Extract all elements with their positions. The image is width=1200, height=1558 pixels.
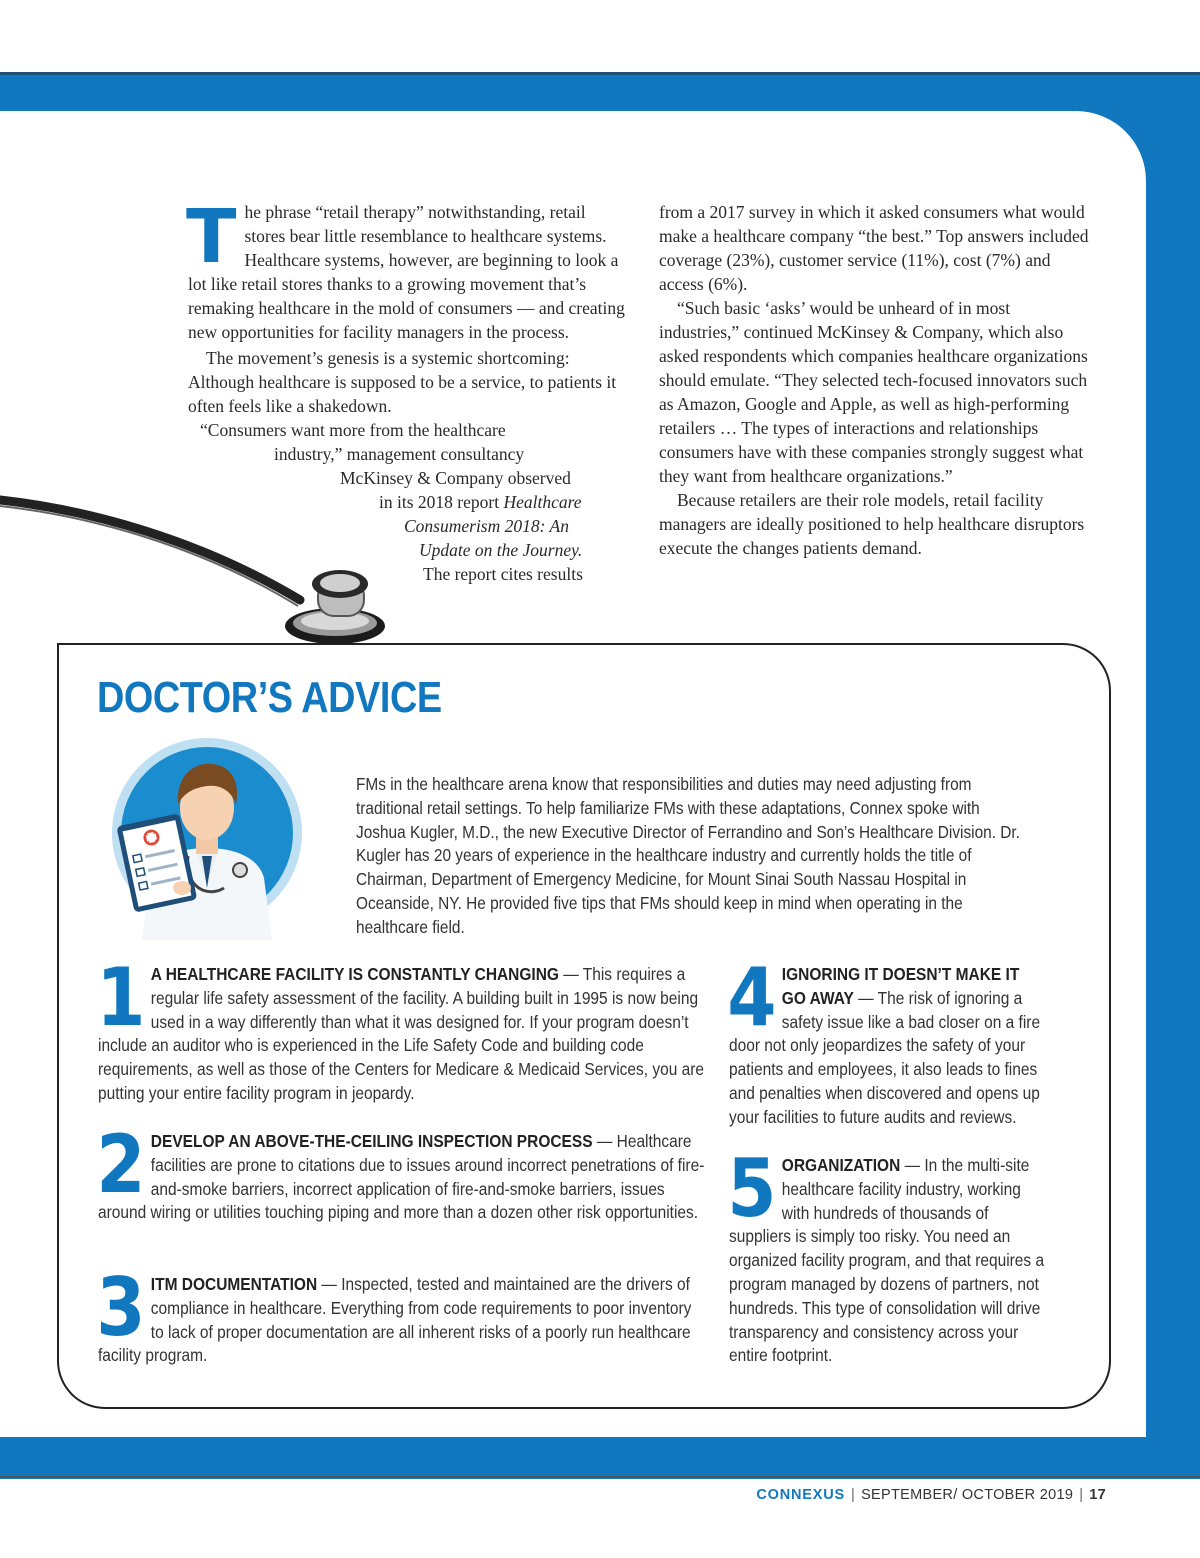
tip-1 (96, 951, 707, 1106)
tip-body: — In the multi-site healthcare facility industry, working with hundreds of thousands of suppliers is simply too risky. You need an organized facility program, and that requires a program managed by dozens of partners, not hundreds. This type of consolidation will drive transparency and consistency across your entire footprint. (729, 1155, 1045, 1366)
stethoscope-illustration (0, 480, 430, 660)
p3-line-4-text: in its 2018 report (379, 492, 504, 512)
tip-3 (96, 1261, 707, 1368)
tip-5 (727, 1142, 1048, 1368)
tip-2 (96, 1118, 707, 1225)
tip-body: — Healthcare facilities are prone to citations due to issues around incorrect penetrations of fire-and-smoke barriers, incorrect application of fire-and-smoke barriers, issues around wiring or utilities touching piping and more than a dozen other risk opportunities. (98, 1131, 705, 1223)
tip-body: — This requires a regular life safety assessment of the facility. A building built in 1995 is now being used in a way differently than what it was designed for. If your program doesn’t include an auditor who is experienced in the Life Safety Code and building code requirements, as well as those of the Centers for Medicare & Medicaid Services, you are putting your entire facility program in jeopardy. (98, 964, 705, 1103)
advice-title: DOCTOR’S ADVICE (97, 673, 442, 722)
drop-cap: T (186, 194, 237, 280)
footer-issue: SEPTEMBER/ OCTOBER 2019 (861, 1487, 1074, 1503)
page-number: 17 (1089, 1487, 1106, 1503)
article-column-2 (659, 200, 1089, 560)
tip-body: — Inspected, tested and maintained are the drivers of compliance in healthcare. Everything from code requirements to poor inventory to lack of proper documentation are all inherent risks of a poorly run healthcare facility program. (98, 1274, 692, 1366)
tip-heading: A HEALTHCARE FACILITY IS CONSTANTLY CHANGING (150, 964, 559, 984)
p3-line-6: Update on the Journey. (419, 540, 583, 560)
column-2-paragraph-3: Because retailers are their role models, retail facility managers are ideally positioned to help healthcare disruptors execute the changes patients demand. (659, 490, 1085, 558)
bottom-rule (0, 1476, 1200, 1478)
tip-heading: DEVELOP AN ABOVE-THE-CEILING INSPECTION PROCESS (150, 1131, 593, 1151)
footer-brand: CONNEXUS (756, 1487, 845, 1503)
doctor-illustration (112, 738, 302, 940)
p3-line-7: The report cites results (423, 564, 583, 584)
tip-body: — The risk of ignoring a safety issue like a bad closer on a fire door not only jeopardizes the safety of your patients and employees, it also leads to fines and penalties when discovered and opens up your facilities to future audits and reviews. (729, 987, 1041, 1127)
tip-heading: ITM DOCUMENTATION (150, 1274, 318, 1294)
tip-4 (727, 951, 1048, 1130)
footer-separator: | (1079, 1487, 1084, 1503)
p3-line-5: Consumerism 2018: An (404, 516, 569, 536)
p3-line-2: industry,” management consultancy (274, 444, 525, 464)
column-2-paragraph-1: from a 2017 survey in which it asked consumers what would make a healthcare company “the best.” Top answers included coverage (23%), customer service (11%), cost (7%) and access (6%). (659, 202, 1089, 294)
paragraph-1-text: he phrase “retail therapy” notwithstanding, retail stores bear little resemblance to healthcare systems. Healthcare systems, however, are beginning to look a lot like retail stores thanks to a growing movement that’s remaking healthcare in the mold of consumers — and creating new opportunities for facility managers in the process. (188, 202, 625, 342)
article-paragraph-2: The movement’s genesis is a systemic shortcoming: Although healthcare is supposed to be a service, to patients it often feels like a shakedown. (188, 348, 617, 416)
tip-number: 4 (727, 951, 777, 1044)
tip-number: 5 (727, 1142, 777, 1235)
tip-number: 1 (96, 951, 146, 1044)
tip-number: 2 (96, 1118, 146, 1211)
article-paragraph-1 (186, 194, 626, 344)
p3-line-3: McKinsey & Company observed (340, 468, 571, 488)
tip-heading: ORGANIZATION (781, 1155, 901, 1175)
tip-heading: IGNORING IT DOESN’T MAKE IT GO AWAY (781, 964, 1020, 1008)
footer-separator: | (850, 1487, 856, 1503)
report-title-start: Healthcare (503, 492, 582, 512)
advice-intro: FMs in the healthcare arena know that responsibilities and duties may need adjusting from traditional retail settings. To help familiarize FMs with these adaptations, Connex spoke with Joshua Kugler, M.D., the new Executive Director of Ferrandino and Son’s Healthcare Division. Dr. Kugler has 20 years of experience in the healthcare industry and currently holds the title of Chairman, Department of Emergency Medicine, for Mount Sinai South Nassau Hospital in Oceanside, NY. He provided five tips that FMs should keep in mind when operating in the healthcare field. (356, 774, 1020, 937)
tip-number: 3 (96, 1261, 146, 1354)
column-2-paragraph-2: “Such basic ‘asks’ would be unheard of in most industries,” continued McKinsey & Company, which also asked respondents which companies healthcare organizations should emulate. “They selected tech-focused innovators such as Amazon, Google and Apple, as well as high-performing retailers … The types of interactions and relationships consumers have with these companies strongly suggest what they want from healthcare organizations.” (659, 298, 1088, 486)
page-footer (756, 1487, 1106, 1503)
p3-line-1: “Consumers want more from the healthcare (200, 420, 506, 440)
